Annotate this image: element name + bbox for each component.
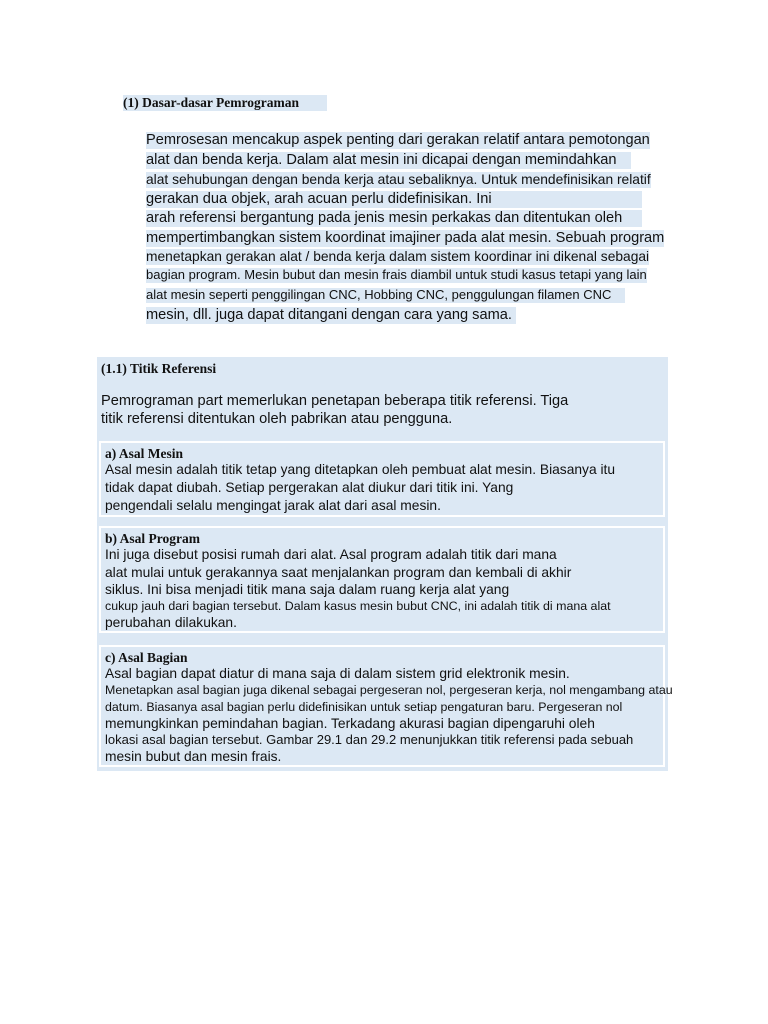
subsection-line: alat mulai untuk gerakannya saat menjalankan program dan kembali di akhir [105,565,572,580]
paragraph-line: mempertimbangkan sistem koordinat imajiner pada alat mesin. Sebuah program [146,230,665,246]
subsection-line: tidak dapat diubah. Setiap pergerakan alat diukur dari titik ini. Yang [105,480,514,495]
paragraph-line: arah referensi bergantung pada jenis mesin perkakas dan ditentukan oleh [146,210,642,227]
intro-line: Pemrograman part memerlukan penetapan beberapa titik referensi. Tiga [101,393,569,409]
paragraph-line: gerakan dua objek, arah acuan perlu didefinisikan. Ini [146,191,642,208]
intro-line: titik referensi ditentukan oleh pabrikan atau pengguna. [101,411,453,427]
subsection-machine-origin [99,441,665,517]
subsection-line: Ini juga disebut posisi rumah dari alat. Asal program adalah titik dari mana [105,547,557,562]
subsection-program-origin [99,526,665,633]
reference-points-section [97,357,673,771]
subsection-line: perubahan dilakukan. [105,615,237,630]
subsection-heading: a) Asal Mesin [105,446,184,461]
paragraph-line: mesin, dll. juga dapat ditangani dengan cara yang sama. [146,307,516,324]
paragraph-line: bagian program. Mesin bubut dan mesin frais diambil untuk studi kasus tetapi yang lain [146,267,647,282]
paragraph-line: alat dan benda kerja. Dalam alat mesin ini dicapai dengan memindahkan [146,152,631,169]
subsection-line: datum. Biasanya asal bagian perlu didefinisikan untuk setiap pengaturan baru. Pergeseran nol [105,700,623,714]
section-heading: (1.1) Titik Referensi [101,361,217,376]
paragraph-line: alat sehubungan dengan benda kerja atau sebaliknya. Untuk mendefinisikan relatif [146,172,651,187]
paragraph-line: alat mesin seperti penggilingan CNC, Hobbing CNC, penggulungan filamen CNC [146,288,625,303]
subsection-line: mesin bubut dan mesin frais. [105,749,282,764]
subsection-heading: b) Asal Program [105,531,200,546]
section-heading: (1) Dasar-dasar Pemrograman [123,95,327,111]
subsection-heading: c) Asal Bagian [105,650,188,665]
paragraph-line: menetapkan gerakan alat / benda kerja dalam sistem koordinar ini dikenal sebagai [146,249,650,264]
subsection-line: Asal mesin adalah titik tetap yang ditetapkan oleh pembuat alat mesin. Biasanya itu [105,462,616,477]
subsection-line: cukup jauh dari bagian tersebut. Dalam kasus mesin bubut CNC, ini adalah titik di mana alat [105,599,611,613]
paragraph-line: Pemrosesan mencakup aspek penting dari gerakan relatif antara pemotongan [146,132,650,148]
subsection-line: Asal bagian dapat diatur di mana saja di dalam sistem grid elektronik mesin. [105,666,570,681]
subsection-line: siklus. Ini bisa menjadi titik mana saja dalam ruang kerja alat yang [105,582,510,597]
subsection-line: lokasi asal bagian tersebut. Gambar 29.1 dan 29.2 menunjukkan titik referensi pada sebuah [105,732,634,747]
subsection-part-origin [99,645,673,767]
subsection-line: Menetapkan asal bagian juga dikenal sebagai pergeseran nol, pergeseran kerja, nol mengambang atau [105,683,673,697]
subsection-line: pengendali selalu mengingat jarak alat dari asal mesin. [105,498,441,513]
subsection-line: memungkinkan pemindahan bagian. Terkadang akurasi bagian dipengaruhi oleh [105,716,595,731]
